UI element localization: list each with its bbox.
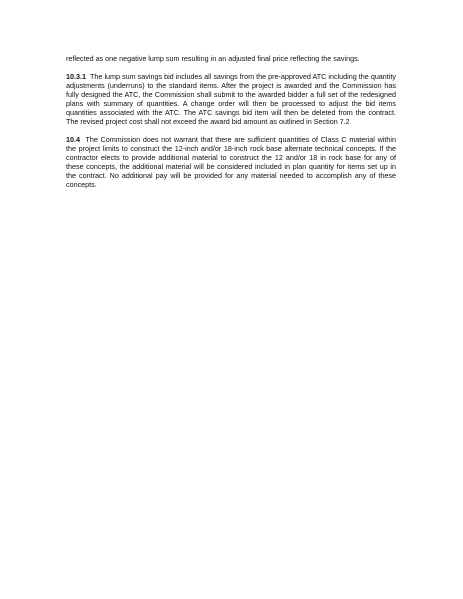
paragraph-text: The Commission does not warrant that there are sufficient quantities of Class C material within the project limits to construct the 12-inch and/or 18-inch rock base alternate technical concepts. If the contractor elects to provide additional material to construct the 12 and/or 18 in rock base for any of these concepts, the additional material will be considered included in plan quantity for items set up in the contract. No additional pay will be provided for any material needed to accomplish any of these concepts.: [66, 135, 396, 189]
section-number: 10.3.1: [66, 72, 86, 81]
paragraph-text: reflected as one negative lump sum resulting in an adjusted final price reflecting the savings.: [66, 54, 360, 63]
paragraph-10-4: [66, 135, 396, 189]
document-body: [66, 54, 396, 198]
paragraph-text: The lump sum savings bid includes all savings from the pre-approved ATC including the quantity adjustments (underruns) to the standard items. After the project is awarded and the Commission has fully designed the ATC, the Commission shall submit to the awarded bidder a full set of the redesigned plans with summary of quantities. A change order will then be processed to adjust the bid items quantities associated with the ATC. The ATC savings bid item will then be deleted from the contract. The revised project cost shall not exceed the award bid amount as outlined in Section 7.2: [66, 72, 396, 126]
paragraph-10-3-1: [66, 72, 396, 126]
paragraph-continuation: [66, 54, 396, 63]
section-number: 10.4: [66, 135, 80, 144]
